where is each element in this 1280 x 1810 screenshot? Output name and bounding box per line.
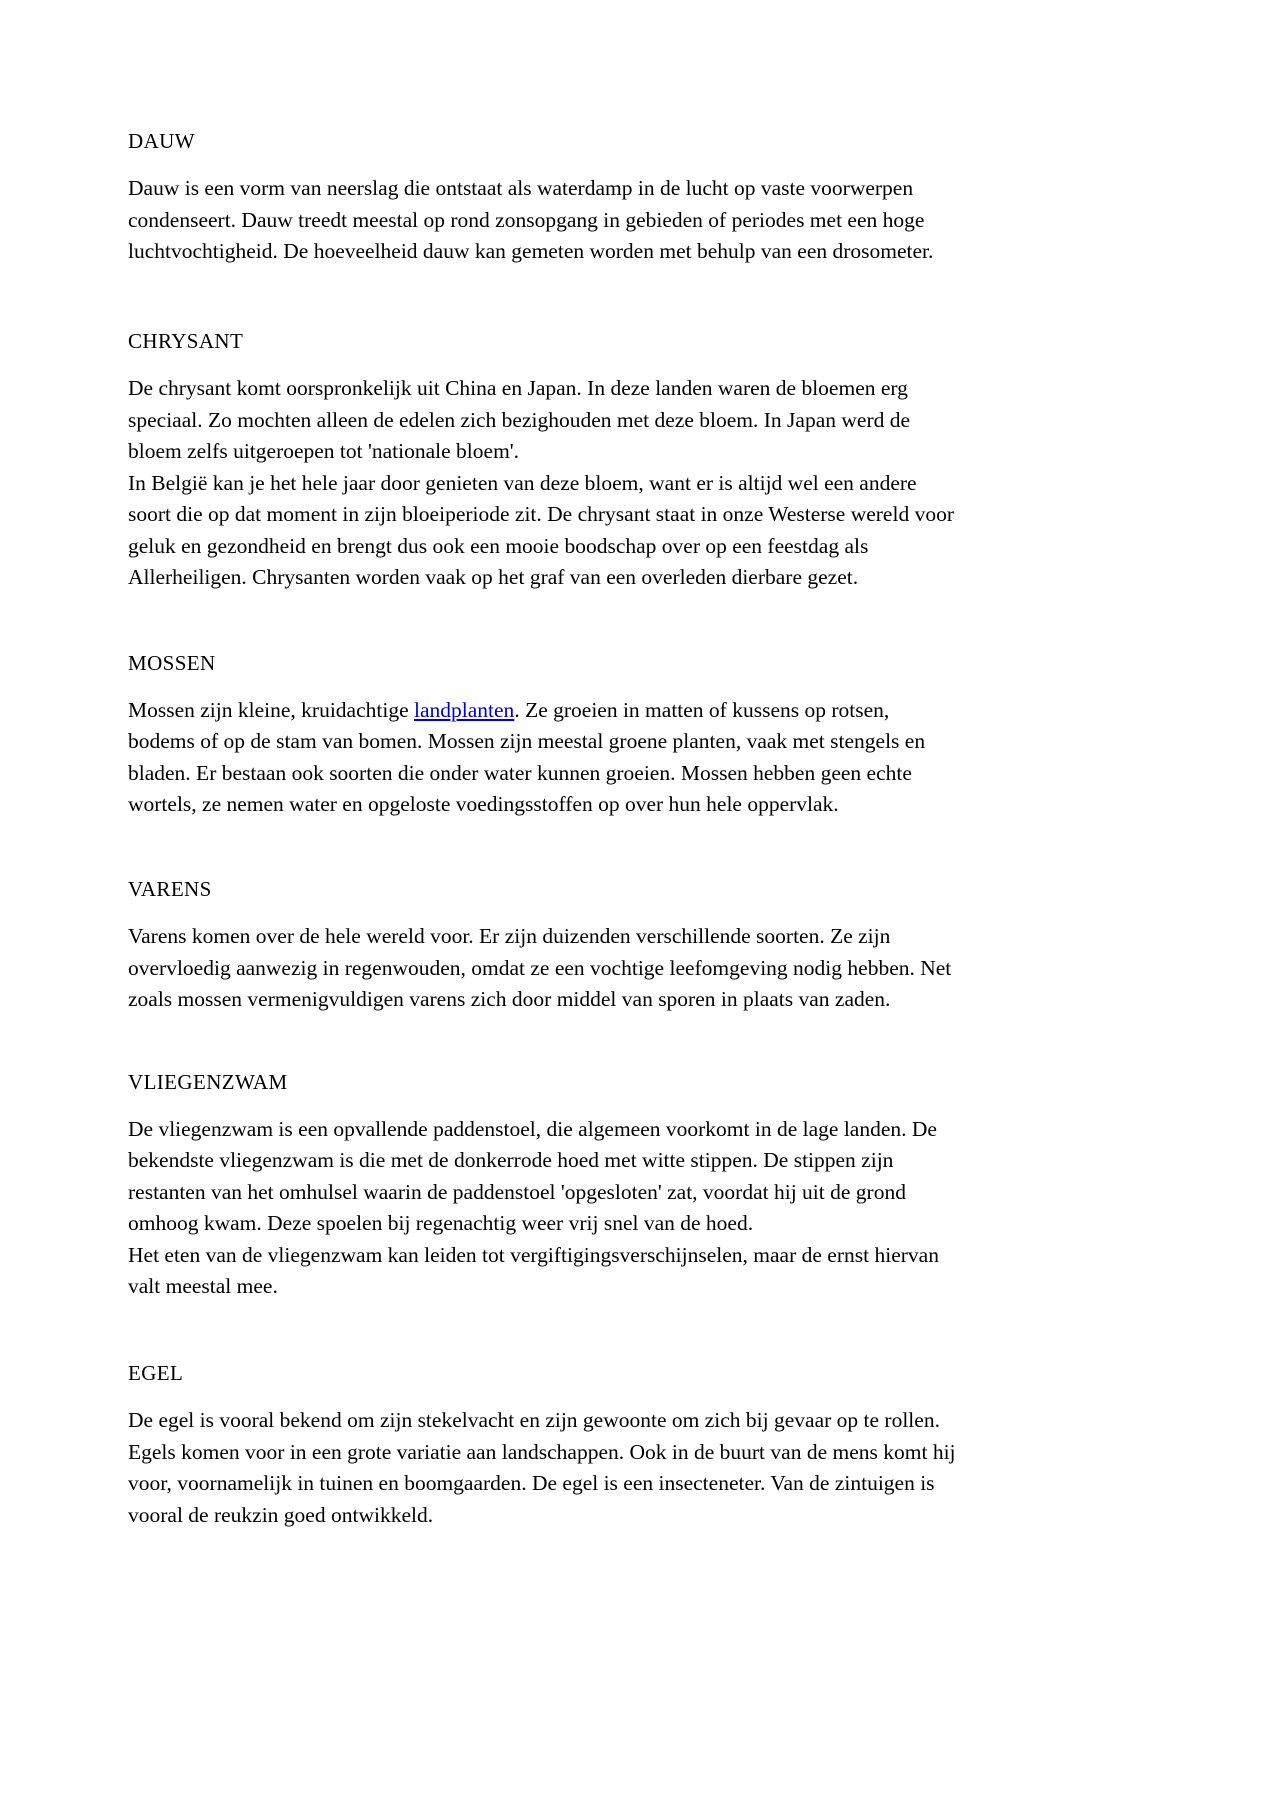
mossen-text-after-link: . Ze groeien in matten of kussens op rotsen, bodems of op de stam van bomen. Mossen zijn meestal groene planten, vaak met stengels en bladen. Er bestaan ook soorten die onder water kunnen groeien. Mossen hebben geen echte wortels, ze nemen water en opgeloste voedingsstoffen op over hun hele oppervlak. bbox=[128, 697, 926, 817]
landplanten-link[interactable]: landplanten bbox=[414, 697, 515, 722]
section-vliegenzwam bbox=[128, 1069, 956, 1303]
section-heading-chrysant: CHRYSANT bbox=[128, 328, 244, 353]
section-paragraph-vliegenzwam-1: De vliegenzwam is een opvallende paddenstoel, die algemeen voorkomt in de lage landen. De bekendste vliegenzwam is die met de donkerrode hoed met witte stippen. De stippen zijn restanten van het omhulsel waarin de paddenstoel 'opgesloten' zat, voordat hij uit de grond omhoog kwam. Deze spoelen bij regenachtig weer vrij snel van de hoed. bbox=[128, 1116, 937, 1236]
section-spacer bbox=[128, 821, 956, 876]
section-spacer bbox=[128, 268, 956, 328]
document-body bbox=[128, 128, 956, 1531]
section-heading-mossen: MOSSEN bbox=[128, 650, 216, 675]
section-heading-dauw: DAUW bbox=[128, 129, 195, 153]
section-paragraph-egel: De egel is vooral bekend om zijn stekelvacht en zijn gewoonte om zich bij gevaar op te rollen. Egels komen voor in een grote variatie aan landschappen. Ook in de buurt van de mens komt hij voor, voornamelijk in tuinen en boomgaarden. De egel is een insecteneter. Van de zintuigen is vooral de reukzin goed ontwikkeld. bbox=[128, 1408, 956, 1527]
section-paragraph-chrysant-2: In België kan je het hele jaar door genieten van deze bloem, want er is altijd wel een andere soort die op dat moment in zijn bloeiperiode zit. De chrysant staat in onze Westerse wereld voor geluk en gezondheid en brengt dus ook een mooie boodschap over op een feestdag als Allerheiligen. Chrysanten worden vaak op het graf van een overleden dierbare gezet. bbox=[128, 470, 954, 589]
section-mossen bbox=[128, 650, 956, 821]
section-spacer bbox=[128, 594, 956, 650]
section-heading-varens: VARENS bbox=[128, 876, 212, 901]
section-paragraph-mossen bbox=[128, 695, 956, 821]
section-heading-egel: EGEL bbox=[128, 1360, 184, 1385]
section-paragraph-dauw: Dauw is een vorm van neerslag die ontstaat als waterdamp in de lucht op vaste voorwerpen condenseert. Dauw treedt meestal op rond zonsopgang in gebieden of periodes met een hoge luchtvochtigheid. De hoeveelheid dauw kan gemeten worden met behulp van een drosometer. bbox=[128, 176, 934, 264]
section-spacer bbox=[128, 1303, 956, 1360]
section-heading-vliegenzwam: VLIEGENZWAM bbox=[128, 1069, 288, 1094]
section-dauw bbox=[128, 128, 956, 268]
section-paragraph-vliegenzwam-2: Het eten van de vliegenzwam kan leiden tot vergiftigingsverschijnselen, maar de ernst hiervan valt meestal mee. bbox=[128, 1242, 939, 1299]
section-varens bbox=[128, 876, 956, 1016]
section-chrysant bbox=[128, 328, 956, 594]
section-egel bbox=[128, 1360, 956, 1531]
section-paragraph-chrysant-1: De chrysant komt oorspronkelijk uit China en Japan. In deze landen waren de bloemen erg speciaal. Zo mochten alleen de edelen zich bezighouden met deze bloem. In Japan werd de bloem zelfs uitgeroepen tot 'nationale bloem'. bbox=[128, 376, 911, 463]
mossen-text-before-link: Mossen zijn kleine, kruidachtige bbox=[128, 697, 414, 722]
section-paragraph-varens: Varens komen over de hele wereld voor. Er zijn duizenden verschillende soorten. Ze zijn overvloedig aanwezig in regenwouden, omdat ze een vochtige leefomgeving nodig hebben. Net zoals mossen vermenigvuldigen varens zich door middel van sporen in plaats van zaden. bbox=[128, 924, 952, 1011]
section-spacer bbox=[128, 1016, 956, 1069]
